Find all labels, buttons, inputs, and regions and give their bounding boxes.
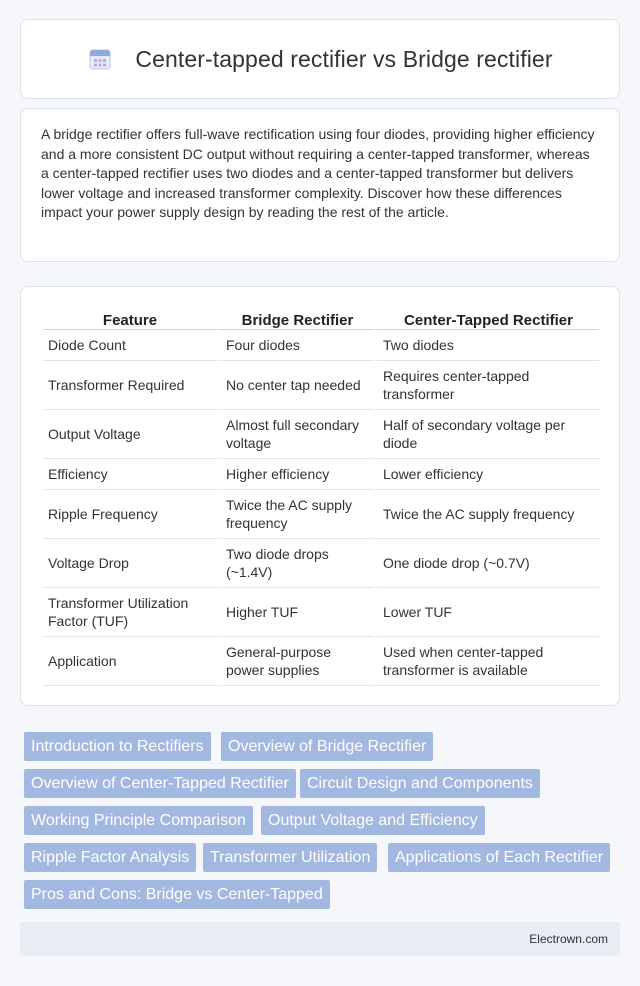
intro-card (20, 108, 620, 262)
cell-bridge: Two diode drops (~1.4V) (217, 539, 374, 588)
cell-feature: Application (43, 637, 217, 686)
cell-feature: Output Voltage (43, 410, 217, 459)
tag-working-principle[interactable]: Working Principle Comparison (24, 806, 253, 835)
cell-feature: Efficiency (43, 459, 217, 490)
page-title: Center-tapped rectifier vs Bridge rectifier (135, 45, 553, 72)
tag-ripple-factor[interactable]: Ripple Factor Analysis (24, 843, 196, 872)
intro-text: A bridge rectifier offers full-wave rectification using four diodes, providing higher efficiency and a more consistent DC output without requiring a center-tapped transformer, whereas a center-tapped rectifier uses two diodes and a center-tapped transformer but delivers lower voltage and increased transformer complexity. Discover how these differences impact your power supply design by reading the rest of the article. (41, 126, 595, 220)
cell-feature: Ripple Frequency (43, 490, 217, 539)
cell-feature: Transformer Required (43, 361, 217, 410)
column-header-center-tapped: Center-Tapped Rectifier (374, 305, 599, 330)
tag-output-voltage-efficiency[interactable]: Output Voltage and Efficiency (261, 806, 485, 835)
cell-bridge: Higher TUF (217, 588, 374, 637)
footer-site-link[interactable]: Electrown.com (529, 932, 608, 946)
cell-feature: Voltage Drop (43, 539, 217, 588)
footer (20, 922, 620, 956)
cell-center-tapped: Half of secondary voltage per diode (374, 410, 599, 459)
tag-circuit-design[interactable]: Circuit Design and Components (300, 769, 540, 798)
table-row (43, 588, 599, 637)
column-header-bridge: Bridge Rectifier (217, 305, 374, 330)
table-row (43, 361, 599, 410)
table-row (43, 490, 599, 539)
cell-center-tapped: One diode drop (~0.7V) (374, 539, 599, 588)
cell-bridge: General-purpose power supplies (217, 637, 374, 686)
tag-applications[interactable]: Applications of Each Rectifier (388, 843, 610, 872)
cell-center-tapped: Two diodes (374, 330, 599, 361)
cell-center-tapped: Lower efficiency (374, 459, 599, 490)
column-header-feature: Feature (43, 305, 217, 330)
cell-center-tapped: Lower TUF (374, 588, 599, 637)
table-row (43, 459, 599, 490)
cell-bridge: Almost full secondary voltage (217, 410, 374, 459)
cell-center-tapped: Twice the AC supply frequency (374, 490, 599, 539)
tag-introduction-to-rectifiers[interactable]: Introduction to Rectifiers (24, 732, 211, 761)
tag-overview-center-tapped-rectifier[interactable]: Overview of Center-Tapped Rectifier (24, 769, 296, 798)
table-row (43, 539, 599, 588)
tag-transformer-utilization[interactable]: Transformer Utilization (203, 843, 377, 872)
cell-center-tapped: Requires center-tapped transformer (374, 361, 599, 410)
tag-overview-bridge-rectifier[interactable]: Overview of Bridge Rectifier (221, 732, 433, 761)
cell-bridge: No center tap needed (217, 361, 374, 410)
table-row (43, 410, 599, 459)
comparison-table (43, 305, 599, 686)
comparison-table-card (20, 286, 620, 706)
cell-feature: Diode Count (43, 330, 217, 361)
page-header (20, 19, 620, 99)
tag-pros-cons[interactable]: Pros and Cons: Bridge vs Center-Tapped (24, 880, 330, 909)
cell-bridge: Four diodes (217, 330, 374, 361)
calendar-icon (87, 46, 113, 72)
table-row (43, 330, 599, 361)
table-header-row (43, 305, 599, 330)
cell-center-tapped: Used when center-tapped transformer is available (374, 637, 599, 686)
cell-bridge: Higher efficiency (217, 459, 374, 490)
table-row (43, 637, 599, 686)
cell-feature: Transformer Utilization Factor (TUF) (43, 588, 217, 637)
cell-bridge: Twice the AC supply frequency (217, 490, 374, 539)
